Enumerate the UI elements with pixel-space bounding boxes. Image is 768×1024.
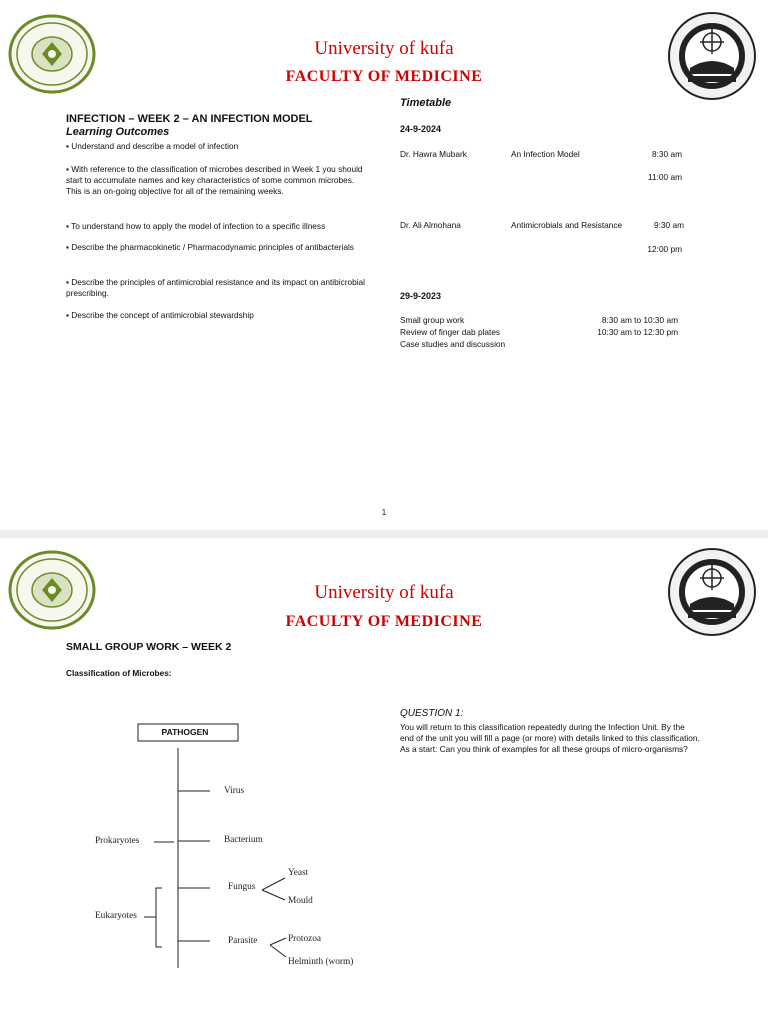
- diagram-node-fungus: Fungus: [228, 882, 256, 892]
- learning-outcome-item: ▪ Understand and describe a model of infection: [66, 141, 239, 151]
- learning-outcome-item: ▪ Describe the principles of antimicrobial resistance and its impact on antibicrobial prescribing.: [66, 277, 366, 298]
- diagram-node-mould: Mould: [288, 896, 313, 906]
- lecture-end-time: 11:00 am: [648, 172, 682, 182]
- timetable-heading: Timetable: [400, 97, 452, 109]
- lecture-topic: An Infection Model: [511, 149, 580, 159]
- university-name: University of kufa: [314, 582, 454, 603]
- question-title: QUESTION 1:: [400, 708, 464, 719]
- lecturer-name: Dr. Ali Almohana: [400, 220, 461, 230]
- question-text: You will return to this classification repeatedly during the Infection Unit. By the end of the unit you will fill a page (or more) with details linked to this classification. As a start: Can you think of examples for all these groups of micro-organisms?: [400, 722, 700, 754]
- university-name: University of kufa: [314, 38, 454, 59]
- diagram-group-eukaryotes: Eukaryotes: [95, 911, 137, 921]
- lecture-topic: Antimicrobials and Resistance: [511, 220, 623, 230]
- diagram-node-helminth: Helminth (worm): [288, 957, 354, 967]
- session-name: Small group work: [400, 315, 465, 325]
- document-page-2: [0, 538, 768, 1024]
- diagram-node-protozoa: Protozoa: [288, 934, 322, 944]
- diagram-group-prokaryotes: Prokaryotes: [95, 836, 140, 846]
- page-title: INFECTION – WEEK 2 – AN INFECTION MODEL: [66, 113, 313, 125]
- learning-outcome-item: ▪ Describe the pharmacokinetic / Pharmacodynamic principles of antibacterials: [66, 242, 354, 252]
- session-time: 8:30 am to 10:30 am: [601, 315, 678, 325]
- classification-diagram: [60, 716, 380, 1016]
- lecture-start-time: 9:30 am: [654, 220, 684, 230]
- diagram-node-bacterium: Bacterium: [224, 835, 263, 845]
- page-title: SMALL GROUP WORK – WEEK 2: [66, 641, 232, 653]
- learning-outcome-item: ▪ Describe the concept of antimicrobial stewardship: [66, 310, 254, 320]
- page-number: 1: [381, 508, 387, 517]
- learning-outcomes-heading: Learning Outcomes: [66, 126, 170, 138]
- lecture-end-time: 12:00 pm: [647, 244, 682, 254]
- classification-heading: Classification of Microbes:: [66, 668, 172, 678]
- timetable-date: 29-9-2023: [400, 291, 442, 301]
- faculty-name: FACULTY OF MEDICINE: [285, 613, 483, 630]
- diagram-node-pathogen: PATHOGEN: [161, 727, 209, 737]
- lecture-start-time: 8:30 am: [652, 149, 682, 159]
- diagram-node-virus: Virus: [224, 786, 245, 796]
- session-name: Review of finger dab plates: [400, 327, 501, 337]
- lecturer-name: Dr. Hawra Mubark: [400, 149, 467, 159]
- timetable-date: 24-9-2024: [400, 124, 442, 134]
- faculty-name: FACULTY OF MEDICINE: [285, 68, 483, 85]
- diagram-node-parasite: Parasite: [228, 936, 258, 946]
- session-time: 10:30 am to 12:30 pm: [597, 327, 678, 337]
- session-name: Case studies and discussion: [400, 339, 506, 349]
- learning-outcome-item: ▪ To understand how to apply the model of infection to a specific illness: [66, 221, 326, 231]
- learning-outcome-item: ▪ With reference to the classification of microbes described in Week 1 you should start to accumulate names and key characteristics of some common microbes. This is an on-going objective for all of the remaining weeks.: [66, 164, 363, 196]
- diagram-node-yeast: Yeast: [288, 868, 309, 878]
